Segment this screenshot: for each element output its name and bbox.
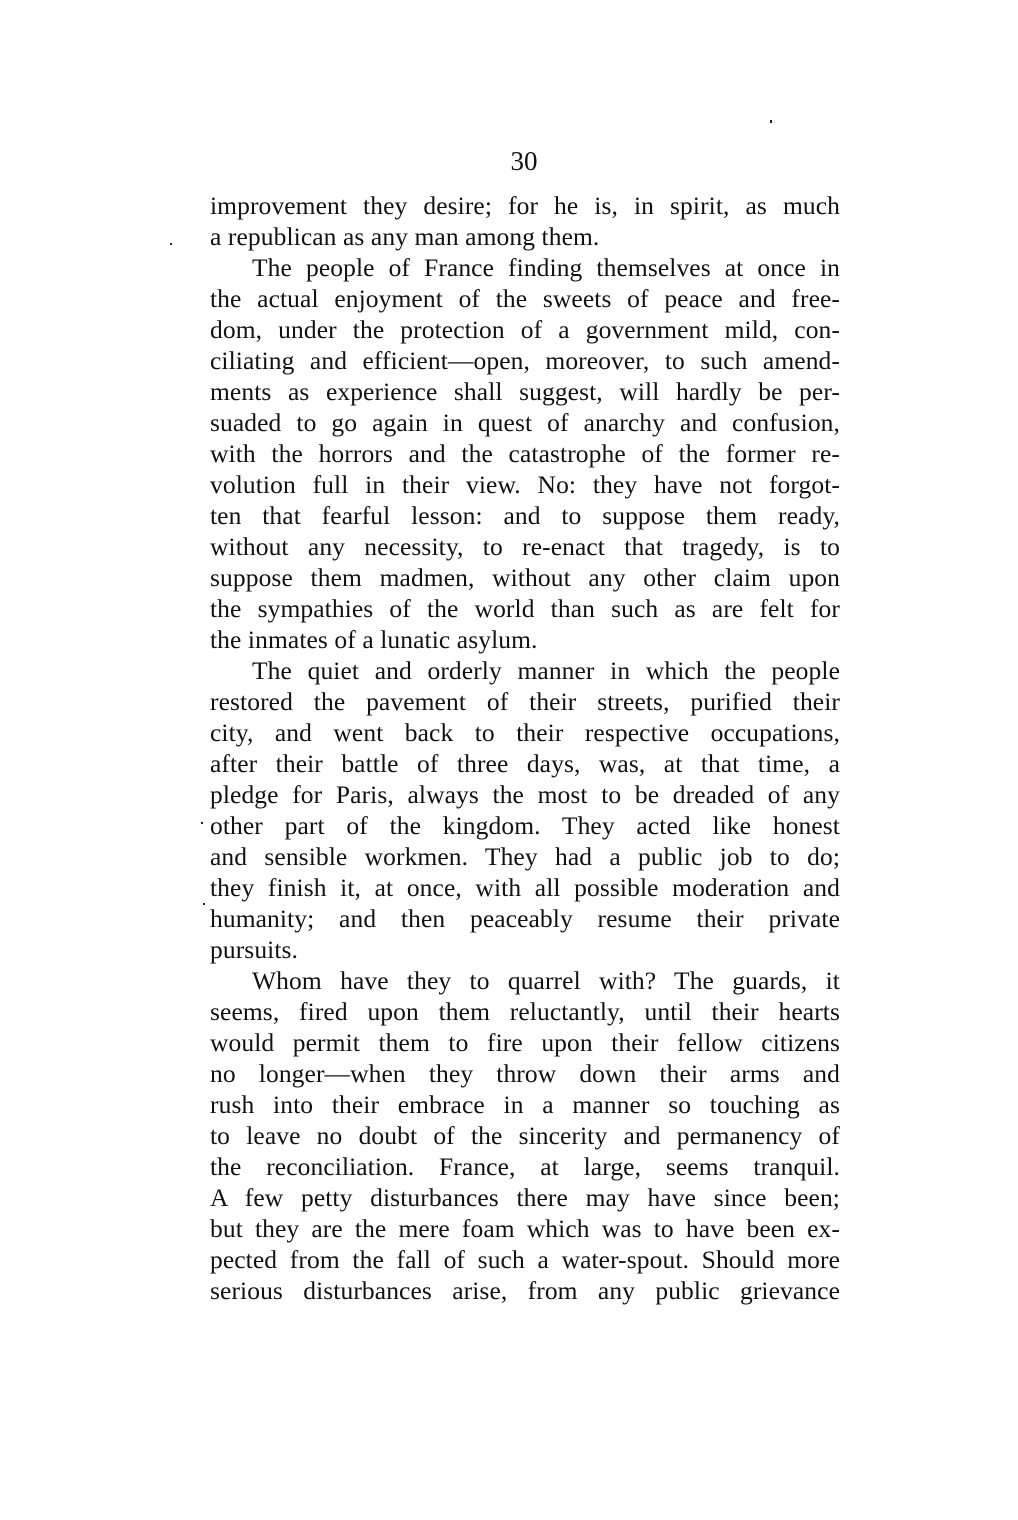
- text-line: pected from the fall of such a water-spout. Should more: [210, 1245, 840, 1274]
- page-number: 30: [510, 146, 538, 176]
- text-line: but they are the mere foam which was to have been ex-: [210, 1214, 840, 1243]
- text-line: would permit them to fire upon their fellow citizens: [210, 1028, 840, 1057]
- body-text: [210, 190, 840, 1306]
- paragraph: [210, 965, 840, 1306]
- text-line: restored the pavement of their streets, purified their: [210, 687, 840, 716]
- text-line: they finish it, at once, with all possible moderation and: [210, 873, 840, 902]
- paragraph: [210, 655, 840, 965]
- text-line: other part of the kingdom. They acted like honest: [210, 811, 840, 840]
- text-line: suaded to go again in quest of anarchy and confusion,: [210, 408, 840, 437]
- text-line: ten that fearful lesson: and to suppose them ready,: [210, 501, 840, 530]
- text-line: the reconciliation. France, at large, seems tranquil.: [210, 1152, 840, 1181]
- paragraph: [210, 252, 840, 655]
- paragraph: [210, 190, 840, 252]
- text-line: without any necessity, to re-enact that tragedy, is to: [210, 532, 840, 561]
- text-line: The people of France finding themselves at once in: [252, 253, 840, 282]
- text-line: city, and went back to their respective occupations,: [210, 718, 840, 747]
- text-line: The quiet and orderly manner in which the people: [252, 656, 840, 685]
- text-line: with the horrors and the catastrophe of the former re-: [210, 439, 840, 468]
- text-line: seems, fired upon them reluctantly, until their hearts: [210, 997, 840, 1026]
- text-line: dom, under the protection of a government mild, con-: [210, 315, 840, 344]
- text-line: a republican as any man among them.: [210, 222, 600, 251]
- text-line: suppose them madmen, without any other claim upon: [210, 563, 840, 592]
- text-line: ments as experience shall suggest, will hardly be per-: [210, 377, 840, 406]
- scan-speck: [770, 120, 772, 123]
- text-line: no longer—when they throw down their arms and: [210, 1059, 840, 1088]
- text-line: after their battle of three days, was, at that time, a: [210, 749, 840, 778]
- text-line: the actual enjoyment of the sweets of peace and free-: [210, 284, 840, 313]
- text-line: volution full in their view. No: they have not forgot-: [210, 470, 840, 499]
- text-line: ciliating and efficient—open, moreover, to such amend-: [210, 346, 840, 375]
- text-line: A few petty disturbances there may have since been;: [210, 1183, 840, 1212]
- text-line: rush into their embrace in a manner so touching as: [210, 1090, 840, 1119]
- text-line: serious disturbances arise, from any public grievance: [210, 1276, 840, 1305]
- text-line: pursuits.: [210, 935, 299, 964]
- text-line: the sympathies of the world than such as are felt for: [210, 594, 840, 623]
- scan-speck: [201, 822, 203, 824]
- text-line: humanity; and then peaceably resume their private: [210, 904, 840, 933]
- scan-speck: [203, 903, 205, 905]
- text-line: to leave no doubt of the sincerity and permanency of: [210, 1121, 840, 1150]
- scan-speck: [170, 243, 172, 245]
- text-line: improvement they desire; for he is, in spirit, as much: [210, 191, 840, 220]
- text-line: pledge for Paris, always the most to be dreaded of any: [210, 780, 840, 809]
- text-line: the inmates of a lunatic asylum.: [210, 625, 538, 654]
- text-line: Whom have they to quarrel with? The guards, it: [252, 966, 840, 995]
- text-line: and sensible workmen. They had a public job to do;: [210, 842, 840, 871]
